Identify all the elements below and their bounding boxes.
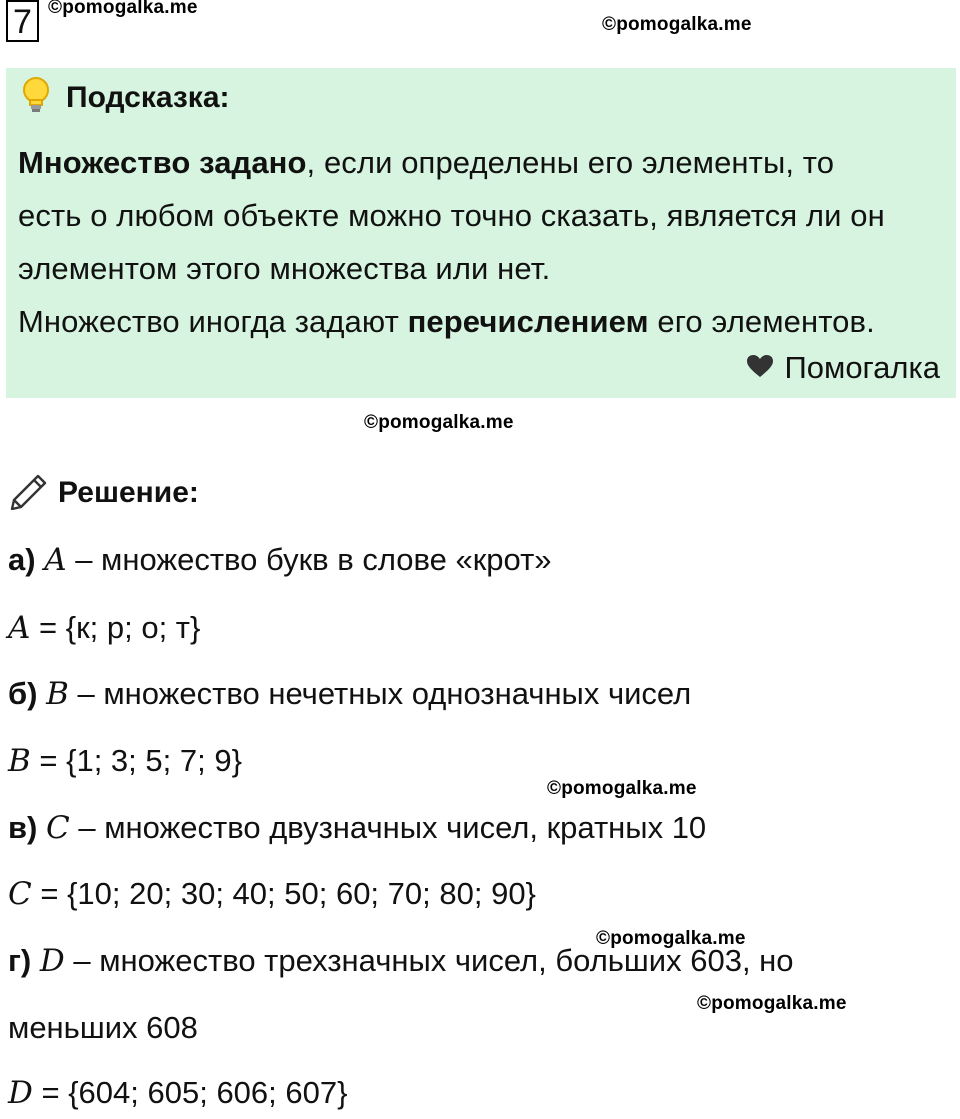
watermark: ©pomogalka.me <box>596 928 746 949</box>
hint-text-line: элементом этого множества или нет. <box>18 251 551 286</box>
item-answer: = {к; р; о; т} <box>30 610 201 645</box>
solution-answer-b <box>8 743 242 779</box>
item-description: – множество трехзначных чисел, больших 603, но <box>64 943 794 978</box>
hint-title: Подсказка: <box>66 80 230 114</box>
item-letter: б) <box>8 676 38 711</box>
set-variable: C <box>46 810 70 846</box>
signature-text: Помогалка <box>784 350 940 385</box>
set-variable: C <box>8 876 32 912</box>
solution-item-d <box>8 943 794 979</box>
set-variable: A <box>44 542 67 578</box>
item-answer: = {10; 20; 30; 40; 50; 60; 70; 80; 90} <box>31 876 536 911</box>
set-variable: D <box>39 943 65 979</box>
hint-term: Множество задано <box>18 145 307 180</box>
hint-text-part: Множество иногда задают <box>18 304 408 339</box>
hint-signature <box>746 350 940 386</box>
hint-term: перечислением <box>407 304 649 339</box>
solution-item-d-continued: меньших 608 <box>8 1010 198 1045</box>
watermark: ©pomogalka.me <box>697 993 847 1014</box>
hint-text <box>18 136 953 348</box>
item-description: – множество букв в слове «крот» <box>66 542 552 577</box>
watermark: ©pomogalka.me <box>547 778 697 799</box>
hint-text-part: , если определены его элементы, то <box>306 145 835 180</box>
item-answer: = {604; 605; 606; 607} <box>32 1075 348 1110</box>
lightbulb-icon <box>20 76 52 119</box>
heart-icon <box>746 350 774 386</box>
solution-item-b <box>8 676 691 712</box>
solution-item-a <box>8 542 552 578</box>
solution-answer-a <box>8 610 200 646</box>
item-letter: в) <box>8 810 38 845</box>
item-answer: = {1; 3; 5; 7; 9} <box>30 743 242 778</box>
set-variable: A <box>8 610 31 646</box>
solution-header <box>8 470 199 515</box>
solution-answer-c <box>8 876 536 912</box>
watermark: ©pomogalka.me <box>602 14 752 35</box>
solution-answer-d <box>8 1075 347 1111</box>
hint-box <box>6 68 956 398</box>
pencil-icon <box>8 470 50 515</box>
task-number: 7 <box>6 0 39 42</box>
item-description: – множество нечетных однозначных чисел <box>68 676 692 711</box>
set-variable: B <box>8 743 31 779</box>
item-description: – множество двузначных чисел, кратных 10 <box>69 810 707 845</box>
hint-text-part: его элементов. <box>648 304 875 339</box>
solution-title: Решение: <box>58 475 199 509</box>
set-variable: D <box>8 1075 33 1111</box>
watermark: ©pomogalka.me <box>364 412 514 433</box>
solution-item-c <box>8 810 706 846</box>
item-letter: г) <box>8 943 32 978</box>
hint-text-line: есть о любом объекте можно точно сказать, является ли он <box>18 198 885 233</box>
item-letter: а) <box>8 542 36 577</box>
watermark: ©pomogalka.me <box>48 0 198 18</box>
set-variable: B <box>46 676 69 712</box>
hint-header <box>20 76 230 119</box>
